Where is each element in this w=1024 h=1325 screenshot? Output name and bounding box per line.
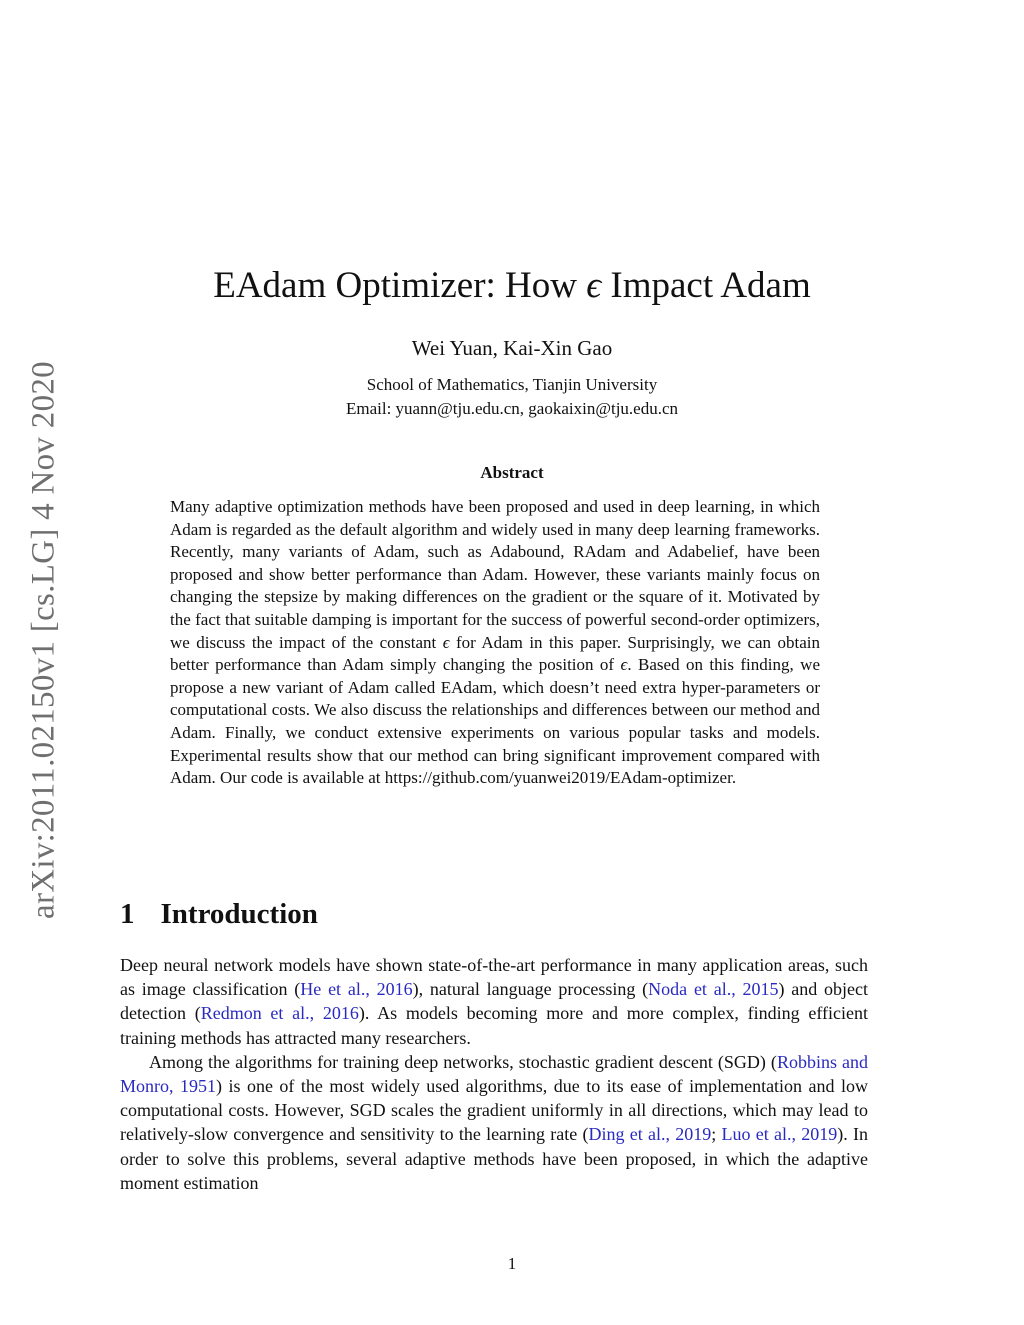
title-before: EAdam Optimizer: How (213, 265, 587, 306)
section-number: 1 (120, 898, 135, 930)
arxiv-stamp: arXiv:2011.02150v1 [cs.LG] 4 Nov 2020 (25, 361, 62, 919)
citation-link[interactable]: He et al., 2016 (300, 979, 413, 1000)
paragraph-text: ; (711, 1124, 722, 1145)
paragraph-text: ) is one of the most widely used algorithms, due to its ease of implementation and low computational costs. However, SGD scales the gradient uniformly in all directions, which may lead to relatively-slow convergence and sensitivity to the learning rate ( (120, 1076, 869, 1145)
abstract-text-1: Many adaptive optimization methods have been proposed and used in deep learning, in which Adam is regarded as the default algorithm and widely used in many deep learning frameworks. Recently, many variants of Adam, such as Adabound, RAdam and Adabelief, have been proposed and show better performance than Adam. However, these variants mainly focus on changing the stepsize by making differences on the gradient or the square of it. Motivated by the fact that suitable damping is important for the success of powerful second-order optimizers, we discuss the impact of the constant (170, 497, 820, 652)
affiliation: School of Mathematics, Tianjin University (366, 375, 658, 394)
section-title: Introduction (160, 898, 318, 930)
paragraph-text: Among the algorithms for training deep networks, stochastic gradient descent (SGD) ( (149, 1051, 777, 1072)
page-number: 1 (507, 1254, 517, 1273)
citation-link[interactable]: Luo et al., 2019 (721, 1124, 838, 1145)
citation-link[interactable]: Robbins and Monro, 1951 (120, 1051, 868, 1097)
abstract-text-3: . Based on this finding, we propose a new variant of Adam called EAdam, which doesn’t need extra hyper-parameters or computational costs. We also discuss the relationships and differences between our method and Adam. Finally, we conduct extensive experiments on various popular tasks and models. Experimental results show that our method can bring significant improvement compared with Adam. Our code is available at https://github.com/yuanwei2019/EAdam-optimizer. (170, 655, 820, 788)
paragraph-text: ). As models becoming more and more complex, finding efficient training methods has attracted many researchers. (120, 1003, 868, 1048)
paragraph-text: ), natural language processing ( (412, 979, 649, 1000)
section-heading (120, 898, 318, 931)
citation-link[interactable]: Ding et al., 2019 (588, 1124, 712, 1145)
paper-title (0, 264, 1024, 307)
citation-link[interactable]: Redmon et al., 2016 (200, 1003, 359, 1024)
paragraph-text: ) and object detection ( (120, 979, 869, 1024)
abstract-heading: Abstract (480, 463, 544, 482)
abstract-text-2: for Adam in this paper. Surprisingly, we can obtain better performance than Adam simply changing the position of (170, 632, 820, 675)
paragraph-text: Deep neural network models have shown state-of-the-art performance in many application areas, such as image classification ( (120, 955, 868, 1000)
introduction-body (120, 953, 868, 1195)
abstract-body (170, 496, 820, 790)
email: Email: yuann@tju.edu.cn, gaokaixin@tju.edu.cn (345, 399, 679, 418)
epsilon-symbol: ϵ (620, 655, 628, 675)
paragraph-text: ). In order to solve this problems, several adaptive methods have been proposed, in which the adaptive moment estimation (120, 1124, 868, 1193)
title-after: Impact Adam (601, 265, 811, 306)
citation-link[interactable]: Noda et al., 2015 (648, 979, 779, 1000)
paragraph (120, 953, 868, 1050)
epsilon-symbol: ϵ (586, 265, 602, 306)
paragraph (120, 1050, 868, 1195)
author-info (0, 373, 1024, 421)
authors: Wei Yuan, Kai-Xin Gao (411, 336, 613, 360)
epsilon-symbol: ϵ (442, 632, 450, 652)
